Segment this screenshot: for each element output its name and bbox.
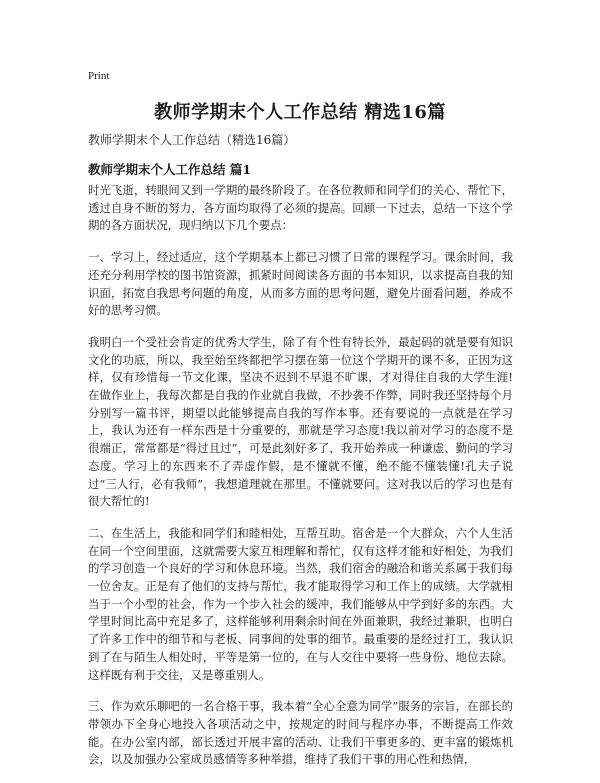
body-paragraph: 三、作为欢乐聊吧的一名合格干事，我本着“全心全意为同学”服务的宗旨，在部长的带领办下全身心地投入各项活动之中，按规定的时间与程序办事，不断提高工作效能。在办公室内部，部长透过开展丰富的活动、让我们干事更多的、更丰富的锻炼机会，以及加强办公室成员感情等多种举措，维持了我们干事的用心性和热情， xyxy=(88,699,513,767)
body-paragraph: 我明白一个受社会肯定的优秀大学生，除了有个性有特长外，最起码的就是要有知识文化的功底，所以，我至始至终都把学习摆在第一位这个学期开的课不多，正因为这样，仅有珍惜每一节文化课，坚决不迟到不早退不旷课，才对得住自我的大学生涯!在做作业上，我每次都是自我的作业就自我做，不抄袭不作弊，同时我还坚持每个月分别写一篇书评，期望以此能够提高自我的写作本事。还有要说的一点就是在学习上，我认为还有一样东西是十分重要的，那就是学习态度!我以前对学习的态度不是很端正，常常都是“得过且过”，可是此刻好多了，我开始养成一种谦虚、勤问的学习态度。学习上的东西来不了弄虚作假，是不懂就不懂，绝不能不懂装懂!孔夫子说过“三人行，必有我师”，我想道理就在那里。不懂就要问。这对我以后的学习也是有很大帮忙的! xyxy=(88,334,513,509)
section-heading: 教师学期末个人工作总结 篇1 xyxy=(88,162,252,177)
print-link[interactable]: Print xyxy=(88,70,110,82)
body-paragraph: 时光飞逝，转眼间又到一学期的最终阶段了。在各位教师和同学们的关心、帮忙下，透过自身不断的努力，各方面均取得了必须的提高。回顾一下过去，总结一下这个学期的各方面状况，现归纳以下几个要点： xyxy=(88,183,513,233)
body-paragraph: 一、学习上，经过适应，这个学期基本上都已习惯了日常的课程学习。课余时间，我还充分利用学校的图书馆资源，抓紧时间阅读各方面的书本知识，以求提高自我的知识面，拓宽自我思考问题的角度，从而多方面的思考问题，避免片面看问题，养成不好的思考习惯。 xyxy=(88,250,513,318)
document-title: 教师学期末个人工作总结 精选16篇 xyxy=(154,102,446,123)
document-body xyxy=(88,182,513,783)
body-paragraph: 二、在生活上，我能和同学们和睦相处，互帮互助。宿舍是一个大群众，六个人生活在同一个空间里面，这就需要大家互相理解和帮忙，仅有这样才能和好相处，为我们的学习创造一个良好的学习和休息环境。当然，我们宿舍的融洽和谐关系属于我们每一位舍友。正是有了他们的支持与帮忙，我才能取得学习和工作上的成绩。大学就相当于一个小型的社会，作为一个步入社会的缓冲，我们能够从中学到好多的东西。大学里时间比高中充足多了，这样能够利用剩余时间在外面兼职，我经过兼职，也明白了许多工作中的细节和与老板、同事间的处事的细节。最重要的是经过打工，我认识到了在与陌生人相处时，平等是第一位的，在与人交往中要将一些身份、地位去除。这样既有利于交往，又是尊重别人。 xyxy=(88,525,513,682)
document-subtitle: 教师学期末个人工作总结（精选16篇） xyxy=(88,133,296,147)
